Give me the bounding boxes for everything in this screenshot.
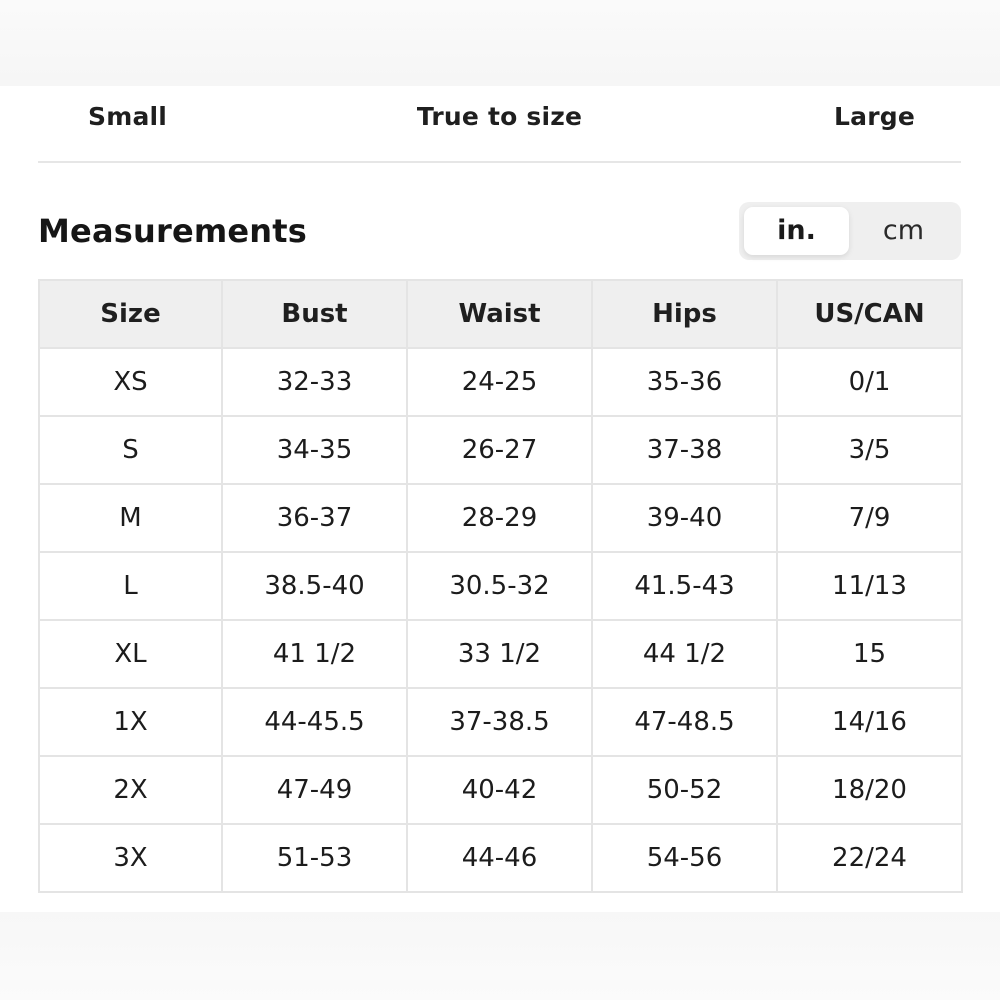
bottom-shade: [0, 912, 1000, 1000]
cell-hips: 47-48.5: [592, 688, 777, 756]
unit-inches-button[interactable]: in.: [744, 207, 849, 255]
cell-hips: 37-38: [592, 416, 777, 484]
cell-waist: 44-46: [407, 824, 592, 892]
cell-us-can: 11/13: [777, 552, 962, 620]
cell-bust: 32-33: [222, 348, 407, 416]
cell-hips: 50-52: [592, 756, 777, 824]
table-row: [39, 416, 962, 484]
table-row: [39, 552, 962, 620]
cell-waist: 37-38.5: [407, 688, 592, 756]
cell-hips: 54-56: [592, 824, 777, 892]
cell-size: 1X: [39, 688, 222, 756]
cell-waist: 24-25: [407, 348, 592, 416]
cell-bust: 41 1/2: [222, 620, 407, 688]
table-header-row: [39, 280, 962, 348]
table-row: [39, 484, 962, 552]
cell-bust: 34-35: [222, 416, 407, 484]
cell-us-can: 7/9: [777, 484, 962, 552]
cell-us-can: 14/16: [777, 688, 962, 756]
table-row: [39, 620, 962, 688]
cell-us-can: 15: [777, 620, 962, 688]
cell-size: 3X: [39, 824, 222, 892]
cell-us-can: 22/24: [777, 824, 962, 892]
fit-large-label: Large: [834, 102, 915, 131]
cell-bust: 47-49: [222, 756, 407, 824]
table-row: [39, 348, 962, 416]
header-bust: Bust: [222, 280, 407, 348]
cell-waist: 26-27: [407, 416, 592, 484]
cell-bust: 36-37: [222, 484, 407, 552]
cell-hips: 35-36: [592, 348, 777, 416]
cell-size: XL: [39, 620, 222, 688]
cell-hips: 44 1/2: [592, 620, 777, 688]
cell-bust: 44-45.5: [222, 688, 407, 756]
cell-waist: 40-42: [407, 756, 592, 824]
top-shade: [0, 0, 1000, 86]
fit-small-label: Small: [88, 102, 168, 131]
fit-true-to-size-label: True to size: [416, 102, 583, 131]
cell-size: S: [39, 416, 222, 484]
unit-cm-button[interactable]: cm: [882, 215, 925, 246]
cell-size: M: [39, 484, 222, 552]
cell-waist: 30.5-32: [407, 552, 592, 620]
fit-divider: [38, 161, 961, 163]
cell-size: 2X: [39, 756, 222, 824]
table-row: [39, 824, 962, 892]
size-table: [38, 279, 963, 893]
header-us-can: US/CAN: [777, 280, 962, 348]
cell-hips: 41.5-43: [592, 552, 777, 620]
cell-bust: 51-53: [222, 824, 407, 892]
table-row: [39, 756, 962, 824]
table-row: [39, 688, 962, 756]
cell-waist: 33 1/2: [407, 620, 592, 688]
unit-toggle[interactable]: [739, 202, 961, 260]
cell-us-can: 0/1: [777, 348, 962, 416]
cell-size: XS: [39, 348, 222, 416]
cell-us-can: 3/5: [777, 416, 962, 484]
header-hips: Hips: [592, 280, 777, 348]
header-waist: Waist: [407, 280, 592, 348]
measurements-title: Measurements: [38, 212, 308, 250]
cell-bust: 38.5-40: [222, 552, 407, 620]
header-size: Size: [39, 280, 222, 348]
fit-scale: [38, 96, 961, 140]
cell-hips: 39-40: [592, 484, 777, 552]
cell-us-can: 18/20: [777, 756, 962, 824]
cell-waist: 28-29: [407, 484, 592, 552]
cell-size: L: [39, 552, 222, 620]
